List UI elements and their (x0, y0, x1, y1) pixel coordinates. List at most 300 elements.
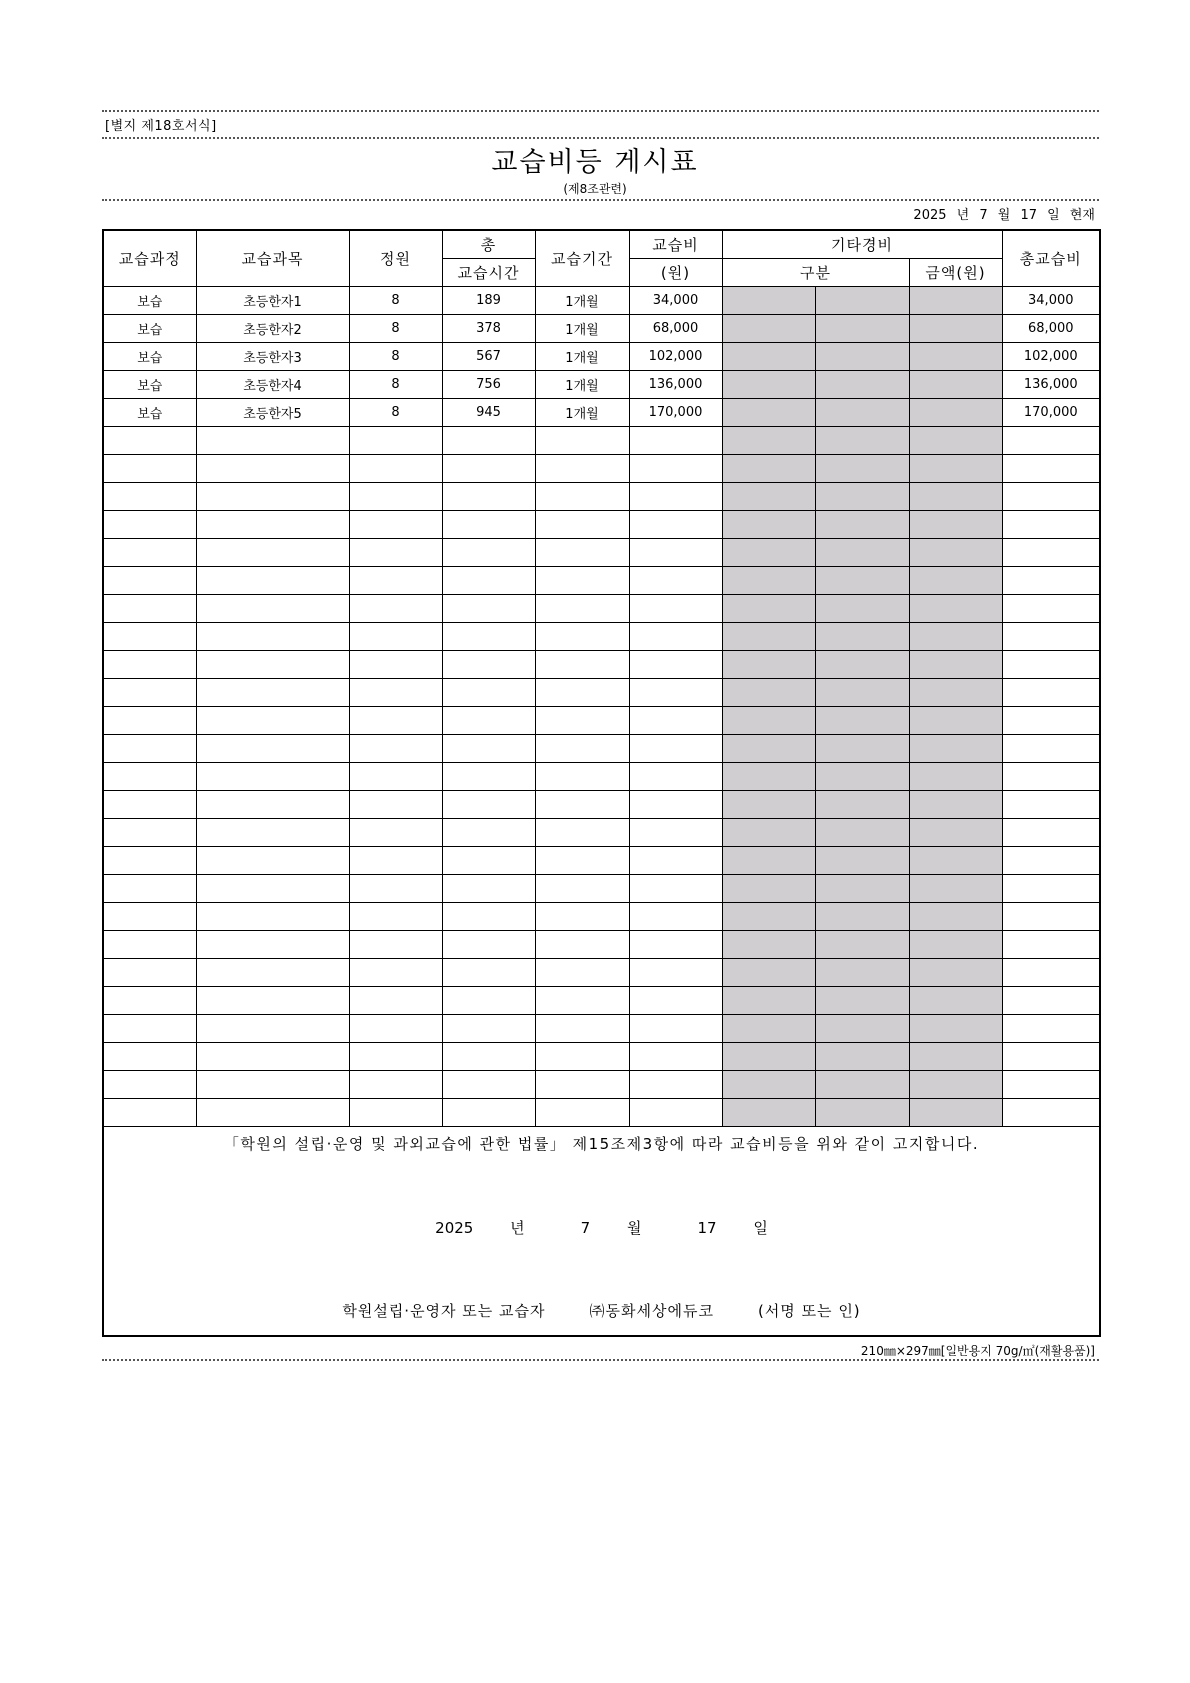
empty-table-row (103, 902, 1100, 930)
empty-cell (103, 762, 196, 790)
empty-cell (196, 678, 349, 706)
empty-cell (1002, 454, 1100, 482)
empty-cell (442, 426, 535, 454)
form-number-label: [별지 제18호서식] (105, 119, 217, 134)
cell-hours: 189 (442, 286, 535, 314)
empty-cell (103, 678, 196, 706)
empty-cell (349, 1042, 442, 1070)
empty-cell (349, 426, 442, 454)
empty-cell (1002, 482, 1100, 510)
empty-cell (629, 734, 722, 762)
cell-other-expense-shaded (815, 510, 909, 538)
empty-cell (103, 622, 196, 650)
empty-cell (349, 734, 442, 762)
empty-cell (1002, 622, 1100, 650)
empty-cell (103, 650, 196, 678)
cell-other-expense-shaded (815, 1042, 909, 1070)
cell-other-expense-shaded (909, 370, 1002, 398)
empty-cell (103, 566, 196, 594)
empty-cell (535, 706, 629, 734)
empty-cell (629, 846, 722, 874)
empty-table-row (103, 762, 1100, 790)
empty-cell (1002, 1070, 1100, 1098)
cell-other-expense-shaded (909, 286, 1002, 314)
empty-cell (1002, 678, 1100, 706)
header-total-fee: 총교습비 (1002, 230, 1100, 286)
empty-cell (535, 622, 629, 650)
empty-cell (629, 510, 722, 538)
empty-cell (629, 426, 722, 454)
cell-other-expense-shaded (815, 342, 909, 370)
cell-capacity: 8 (349, 314, 442, 342)
empty-cell (535, 902, 629, 930)
empty-cell (535, 1070, 629, 1098)
empty-cell (349, 510, 442, 538)
cell-other-expense-shaded (722, 734, 815, 762)
empty-cell (442, 510, 535, 538)
empty-cell (196, 566, 349, 594)
table-row (103, 370, 1100, 398)
cell-course: 보습 (103, 314, 196, 342)
cell-other-expense-shaded (909, 510, 1002, 538)
empty-cell (1002, 566, 1100, 594)
cell-other-expense-shaded (909, 566, 1002, 594)
signer-line (104, 1300, 1099, 1321)
empty-cell (349, 678, 442, 706)
empty-cell (103, 454, 196, 482)
cell-other-expense-shaded (722, 1014, 815, 1042)
cell-other-expense-shaded (815, 734, 909, 762)
cell-other-expense-shaded (722, 398, 815, 426)
cell-other-expense-shaded (722, 510, 815, 538)
page-title: 교습비등 게시표 (491, 147, 699, 178)
empty-cell (349, 594, 442, 622)
empty-cell (1002, 790, 1100, 818)
empty-cell (196, 762, 349, 790)
cell-other-expense-shaded (909, 790, 1002, 818)
empty-cell (103, 594, 196, 622)
cell-other-expense-shaded (722, 342, 815, 370)
header-capacity: 정원 (349, 230, 442, 286)
empty-cell (442, 818, 535, 846)
empty-cell (535, 734, 629, 762)
legal-notice: 「학원의 설립·운영 및 과외교습에 관한 법률」 제15조제3항에 따라 교습비등을 위와 같이 고지합니다. (223, 1134, 980, 1153)
cell-other-expense-shaded (722, 314, 815, 342)
header-period: 교습기간 (535, 230, 629, 286)
empty-cell (629, 818, 722, 846)
cell-other-expense-shaded (815, 594, 909, 622)
cell-other-expense-shaded (722, 846, 815, 874)
empty-cell (535, 454, 629, 482)
cell-capacity: 8 (349, 286, 442, 314)
empty-cell (196, 818, 349, 846)
empty-cell (103, 510, 196, 538)
empty-cell (442, 734, 535, 762)
empty-cell (442, 1042, 535, 1070)
cell-other-expense-shaded (815, 902, 909, 930)
empty-cell (535, 874, 629, 902)
cell-subject: 초등한자2 (196, 314, 349, 342)
title-bottom-rule (102, 199, 1099, 201)
empty-cell (349, 874, 442, 902)
empty-cell (535, 790, 629, 818)
cell-other-expense-shaded (815, 790, 909, 818)
cell-other-expense-shaded (815, 874, 909, 902)
cell-hours: 567 (442, 342, 535, 370)
empty-cell (349, 1070, 442, 1098)
empty-cell (535, 846, 629, 874)
empty-cell (196, 706, 349, 734)
header-other-type: 구분 (722, 258, 909, 286)
cell-other-expense-shaded (722, 986, 815, 1014)
empty-cell (535, 566, 629, 594)
empty-cell (629, 930, 722, 958)
empty-cell (535, 482, 629, 510)
empty-cell (349, 958, 442, 986)
empty-cell (442, 790, 535, 818)
cell-other-expense-shaded (909, 1042, 1002, 1070)
empty-cell (1002, 874, 1100, 902)
cell-other-expense-shaded (722, 930, 815, 958)
cell-other-expense-shaded (909, 678, 1002, 706)
empty-table-row (103, 846, 1100, 874)
cell-other-expense-shaded (815, 678, 909, 706)
cell-total-fee: 136,000 (1002, 370, 1100, 398)
empty-cell (629, 1098, 722, 1126)
empty-cell (535, 762, 629, 790)
cell-period: 1개월 (535, 398, 629, 426)
empty-cell (196, 986, 349, 1014)
cell-other-expense-shaded (909, 734, 1002, 762)
empty-table-row (103, 958, 1100, 986)
top-dotted-rule (102, 110, 1099, 112)
empty-cell (535, 1098, 629, 1126)
empty-cell (535, 930, 629, 958)
cell-other-expense-shaded (722, 958, 815, 986)
empty-cell (629, 454, 722, 482)
cell-other-expense-shaded (722, 678, 815, 706)
empty-cell (1002, 762, 1100, 790)
cell-other-expense-shaded (909, 818, 1002, 846)
empty-cell (103, 874, 196, 902)
empty-cell (103, 734, 196, 762)
empty-cell (196, 594, 349, 622)
empty-cell (196, 846, 349, 874)
empty-cell (196, 1042, 349, 1070)
empty-cell (349, 1014, 442, 1042)
cell-fee: 34,000 (629, 286, 722, 314)
empty-cell (442, 1070, 535, 1098)
cell-period: 1개월 (535, 370, 629, 398)
empty-cell (1002, 594, 1100, 622)
empty-cell (629, 650, 722, 678)
empty-cell (196, 538, 349, 566)
cell-other-expense-shaded (815, 762, 909, 790)
empty-cell (103, 846, 196, 874)
cell-other-expense-shaded (815, 958, 909, 986)
empty-cell (349, 986, 442, 1014)
as-of-suffix: 현재 (1069, 208, 1095, 223)
header-total-hours-top: 총 (442, 230, 535, 258)
notice-month: 7 월 (580, 1218, 642, 1237)
cell-other-expense-shaded (815, 1098, 909, 1126)
empty-cell (1002, 1014, 1100, 1042)
empty-cell (349, 846, 442, 874)
cell-other-expense-shaded (815, 454, 909, 482)
empty-cell (629, 566, 722, 594)
empty-cell (103, 482, 196, 510)
empty-table-row (103, 1098, 1100, 1126)
cell-other-expense-shaded (722, 1098, 815, 1126)
header-fee-top: 교습비 (629, 230, 722, 258)
notice-cell (103, 1126, 1100, 1336)
empty-cell (349, 762, 442, 790)
empty-cell (535, 510, 629, 538)
table-row (103, 398, 1100, 426)
empty-table-row (103, 1070, 1100, 1098)
empty-cell (1002, 930, 1100, 958)
notice-row (103, 1126, 1100, 1336)
empty-cell (629, 902, 722, 930)
as-of-year: 2025 (913, 208, 947, 223)
empty-cell (442, 1014, 535, 1042)
empty-cell (629, 790, 722, 818)
empty-cell (1002, 706, 1100, 734)
empty-cell (629, 762, 722, 790)
empty-cell (535, 1042, 629, 1070)
cell-other-expense-shaded (909, 930, 1002, 958)
cell-other-expense-shaded (722, 818, 815, 846)
empty-table-row (103, 818, 1100, 846)
cell-other-expense-shaded (815, 286, 909, 314)
empty-cell (103, 1098, 196, 1126)
as-of-year-unit: 년 (956, 208, 970, 223)
cell-hours: 945 (442, 398, 535, 426)
cell-other-expense-shaded (722, 454, 815, 482)
cell-fee: 136,000 (629, 370, 722, 398)
empty-cell (1002, 1098, 1100, 1126)
cell-other-expense-shaded (815, 566, 909, 594)
cell-other-expense-shaded (815, 818, 909, 846)
empty-table-row (103, 1042, 1100, 1070)
empty-cell (1002, 510, 1100, 538)
empty-cell (349, 538, 442, 566)
empty-table-row (103, 538, 1100, 566)
cell-other-expense-shaded (909, 874, 1002, 902)
empty-cell (442, 566, 535, 594)
cell-other-expense-shaded (815, 1070, 909, 1098)
cell-course: 보습 (103, 286, 196, 314)
cell-other-expense-shaded (815, 426, 909, 454)
cell-other-expense-shaded (909, 538, 1002, 566)
cell-other-expense-shaded (909, 398, 1002, 426)
cell-other-expense-shaded (722, 370, 815, 398)
cell-subject: 초등한자1 (196, 286, 349, 314)
fee-table (102, 229, 1101, 1337)
empty-table-row (103, 706, 1100, 734)
empty-table-row (103, 790, 1100, 818)
signer-name: ㈜동화세상에듀코 (589, 1301, 714, 1320)
cell-other-expense-shaded (722, 790, 815, 818)
cell-capacity: 8 (349, 370, 442, 398)
empty-cell (1002, 734, 1100, 762)
cell-other-expense-shaded (909, 846, 1002, 874)
cell-course: 보습 (103, 342, 196, 370)
empty-cell (196, 790, 349, 818)
empty-cell (103, 818, 196, 846)
empty-cell (629, 482, 722, 510)
empty-cell (196, 482, 349, 510)
cell-other-expense-shaded (909, 314, 1002, 342)
header-other-expenses: 기타경비 (722, 230, 1002, 258)
cell-other-expense-shaded (909, 342, 1002, 370)
signer-label: 학원설립·운영자 또는 교습자 (342, 1301, 546, 1320)
empty-cell (442, 762, 535, 790)
cell-other-expense-shaded (909, 706, 1002, 734)
cell-other-expense-shaded (815, 986, 909, 1014)
cell-other-expense-shaded (909, 482, 1002, 510)
cell-other-expense-shaded (722, 650, 815, 678)
empty-cell (1002, 818, 1100, 846)
empty-cell (349, 790, 442, 818)
empty-cell (196, 1014, 349, 1042)
cell-other-expense-shaded (722, 482, 815, 510)
empty-cell (629, 986, 722, 1014)
cell-other-expense-shaded (909, 426, 1002, 454)
notice-year: 2025 년 (435, 1218, 525, 1237)
empty-cell (103, 706, 196, 734)
as-of-month: 7 (979, 208, 988, 223)
empty-cell (442, 594, 535, 622)
empty-table-row (103, 510, 1100, 538)
cell-other-expense-shaded (909, 454, 1002, 482)
empty-cell (349, 1098, 442, 1126)
empty-cell (196, 454, 349, 482)
empty-table-row (103, 622, 1100, 650)
paper-spec: 210㎜×297㎜[일반용지 70g/㎡(재활용품)] (860, 1344, 1095, 1358)
empty-cell (629, 1070, 722, 1098)
cell-fee: 68,000 (629, 314, 722, 342)
cell-other-expense-shaded (909, 1070, 1002, 1098)
cell-other-expense-shaded (722, 706, 815, 734)
empty-cell (103, 986, 196, 1014)
empty-cell (196, 622, 349, 650)
notice-date (104, 1217, 1099, 1238)
empty-cell (103, 1014, 196, 1042)
empty-cell (442, 482, 535, 510)
empty-table-row (103, 566, 1100, 594)
cell-other-expense-shaded (815, 650, 909, 678)
empty-cell (629, 538, 722, 566)
empty-cell (196, 734, 349, 762)
empty-cell (442, 706, 535, 734)
empty-cell (103, 790, 196, 818)
empty-table-row (103, 734, 1100, 762)
cell-other-expense-shaded (909, 762, 1002, 790)
cell-period: 1개월 (535, 342, 629, 370)
empty-cell (1002, 846, 1100, 874)
header-subject: 교습과목 (196, 230, 349, 286)
cell-course: 보습 (103, 370, 196, 398)
empty-cell (196, 1098, 349, 1126)
empty-cell (349, 706, 442, 734)
bottom-dotted-rule (102, 1359, 1099, 1361)
empty-cell (535, 818, 629, 846)
empty-cell (629, 958, 722, 986)
cell-other-expense-shaded (815, 846, 909, 874)
cell-subject: 초등한자5 (196, 398, 349, 426)
empty-cell (349, 650, 442, 678)
cell-period: 1개월 (535, 314, 629, 342)
empty-cell (442, 846, 535, 874)
cell-subject: 초등한자3 (196, 342, 349, 370)
empty-cell (535, 426, 629, 454)
empty-cell (629, 594, 722, 622)
empty-cell (442, 958, 535, 986)
empty-cell (442, 1098, 535, 1126)
empty-cell (442, 454, 535, 482)
cell-other-expense-shaded (909, 650, 1002, 678)
cell-total-fee: 68,000 (1002, 314, 1100, 342)
cell-other-expense-shaded (909, 1014, 1002, 1042)
cell-other-expense-shaded (909, 622, 1002, 650)
empty-table-row (103, 874, 1100, 902)
cell-other-expense-shaded (722, 902, 815, 930)
notice-day: 17 일 (697, 1218, 768, 1237)
cell-other-expense-shaded (815, 1014, 909, 1042)
cell-subject: 초등한자4 (196, 370, 349, 398)
empty-cell (349, 454, 442, 482)
empty-cell (1002, 986, 1100, 1014)
cell-other-expense-shaded (815, 314, 909, 342)
cell-other-expense-shaded (722, 622, 815, 650)
empty-cell (535, 538, 629, 566)
empty-cell (349, 482, 442, 510)
empty-cell (535, 1014, 629, 1042)
empty-cell (196, 958, 349, 986)
empty-table-row (103, 426, 1100, 454)
cell-total-fee: 34,000 (1002, 286, 1100, 314)
empty-table-row (103, 986, 1100, 1014)
empty-cell (442, 986, 535, 1014)
cell-other-expense-shaded (722, 566, 815, 594)
empty-table-row (103, 930, 1100, 958)
cell-other-expense-shaded (722, 426, 815, 454)
empty-cell (629, 874, 722, 902)
empty-cell (196, 510, 349, 538)
header-fee-bottom: (원) (629, 258, 722, 286)
empty-table-row (103, 678, 1100, 706)
empty-cell (349, 902, 442, 930)
title-top-rule (102, 137, 1099, 139)
empty-cell (442, 650, 535, 678)
empty-cell (629, 678, 722, 706)
as-of-month-unit: 월 (997, 208, 1011, 223)
cell-hours: 756 (442, 370, 535, 398)
empty-cell (442, 902, 535, 930)
cell-fee: 170,000 (629, 398, 722, 426)
table-row (103, 342, 1100, 370)
as-of-date (913, 204, 1095, 223)
cell-other-expense-shaded (722, 762, 815, 790)
cell-other-expense-shaded (909, 958, 1002, 986)
empty-cell (103, 930, 196, 958)
empty-cell (629, 1042, 722, 1070)
cell-total-fee: 102,000 (1002, 342, 1100, 370)
cell-other-expense-shaded (909, 986, 1002, 1014)
empty-cell (196, 426, 349, 454)
cell-other-expense-shaded (815, 930, 909, 958)
